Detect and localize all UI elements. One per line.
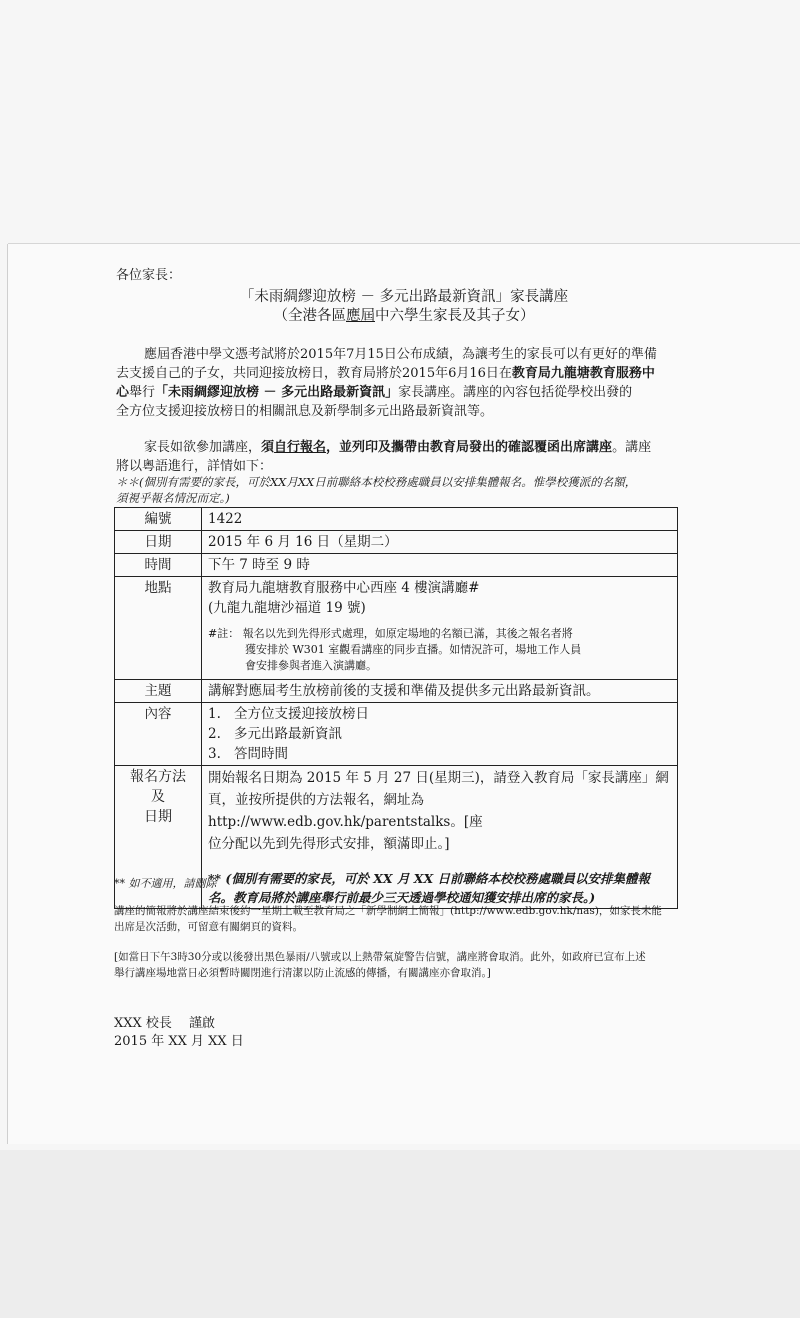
table-row <box>115 703 678 766</box>
greeting: 各位家長： <box>116 268 182 283</box>
underlined-term: 應屆 <box>346 308 375 324</box>
signature: XXX 校長 謹啟 <box>114 1016 216 1031</box>
value-time: 下午 7 時至 9 時 <box>202 554 678 577</box>
label-content: 內容 <box>115 703 202 766</box>
value-registration: 開始報名日期為 2015 年 5 月 27 日(星期三)，請登入教育局「家長講座」網 頁，並按所提供的方法報名，網址為 http://www.edb.gov.hk/parentstalks。[座 位分配以先到先得形式安排，額滿即止。] ** (個別有需要的家長，可於 XX 月 XX 日前聯絡本校校務處職員以安排集體報 名。教育局將於講座舉行前最少三天透過學校通知獲安排出席的家長。) <box>202 766 678 909</box>
value-content <box>202 703 678 766</box>
venue-address-line-2: (九龍九龍塘沙福道 19 號) <box>208 600 366 616</box>
seminar-details-table <box>114 507 678 909</box>
venue-address-line-1: 教育局九龍塘教育服務中心西座 4 樓演講廳# <box>208 580 480 596</box>
intro-line-1: 應屆香港中學文憑考試將於2015年7月15日公布成績，為讓考生的家長可以有更好的準備 <box>144 347 657 362</box>
table-row <box>115 680 678 703</box>
registration-instruction-line-2: 將以粵語進行，詳情如下： <box>116 459 273 474</box>
value-date: 2015 年 6 月 16 日（星期二） <box>202 531 678 554</box>
slides-info-line-1: 講座的簡報將於講座結束後約一星期上載至教育局之「新學制網上簡報」(http://www.edb.gov.hk/nas)，如家長未能 <box>114 905 662 917</box>
value-number: 1422 <box>202 508 678 531</box>
label-theme: 主題 <box>115 680 202 703</box>
value-venue <box>202 577 678 680</box>
value-theme: 講解對應屆考生放榜前後的支援和準備及提供多元出路最新資訊。 <box>202 680 678 703</box>
weather-cancellation-line-2: 舉行講座場地當日必須暫時關閉進行清潔以防止流感的傳播，有關講座亦會取消。] <box>114 967 491 979</box>
table-row <box>115 531 678 554</box>
list-item: 1. 全方位支援迎接放榜日 <box>208 706 369 722</box>
group-registration-note-line-2: 須視乎報名情況而定。) <box>116 491 230 505</box>
page-subtitle: （全港各區應屆中六學生家長及其子女） <box>273 308 535 324</box>
list-item: 3. 答問時間 <box>208 746 288 762</box>
table-row <box>115 577 678 680</box>
registration-note: ** (個別有需要的家長，可於 XX 月 XX 日前聯絡本校校務處職員以安排集體報 名。教育局將於講座舉行前最少三天透過學校通知獲安排出席的家長。) <box>208 871 651 905</box>
slides-info-line-2: 出席是次活動，可留意有關網頁的資料。 <box>114 921 303 933</box>
label-venue: 地點 <box>115 577 202 680</box>
venue-note: #註： 報名以先到先得形式處理，如原定場地的名額已滿，其後之報名者將 獲安排於 W301 室觀看講座的同步直播。如情況許可，場地工作人員 會安排參與者進入演講廳。 <box>208 627 582 672</box>
intro-line-2: 去支援自己的子女，共同迎接放榜日，教育局將於2015年6月16日在教育局九龍塘教育服務中 <box>116 366 655 381</box>
signature-date: 2015 年 XX 月 XX 日 <box>114 1034 244 1049</box>
label-time: 時間 <box>115 554 202 577</box>
intro-line-4: 全方位支援迎接放榜日的相關訊息及新學制多元出路最新資訊等。 <box>116 404 494 419</box>
list-item: 2. 多元出路最新資訊 <box>208 726 342 742</box>
table-row <box>115 554 678 577</box>
delete-if-not-applicable-note: ** 如不適用，請刪除 <box>114 877 217 890</box>
page-title: 「未雨綢繆迎放榜 － 多元出路最新資訊」家長講座 <box>239 289 569 305</box>
table-row <box>115 508 678 531</box>
label-registration: 報名方法 及 日期 <box>115 766 202 909</box>
registration-instruction-line-1: 家長如欲參加講座，須自行報名，並列印及攜帶由教育局發出的確認覆函出席講座。講座 <box>144 440 652 455</box>
group-registration-note-line-1: ＊＊(個別有需要的家長，可於XX月XX日前聯絡本校校務處職員以安排集體報名。惟學校獲派的名額， <box>116 475 637 489</box>
label-date: 日期 <box>115 531 202 554</box>
intro-line-3: 心舉行「未雨綢繆迎放榜 － 多元出路最新資訊」家長講座。講座的內容包括從學校出發的 <box>116 385 633 400</box>
scanner-background <box>0 1150 800 1318</box>
weather-cancellation-line-1: [如當日下午3時30分或以後發出黑色暴雨/八號或以上熱帶氣旋警告信號，講座將會取消。此外，如政府已宣布上述 <box>114 951 646 963</box>
label-number: 編號 <box>115 508 202 531</box>
